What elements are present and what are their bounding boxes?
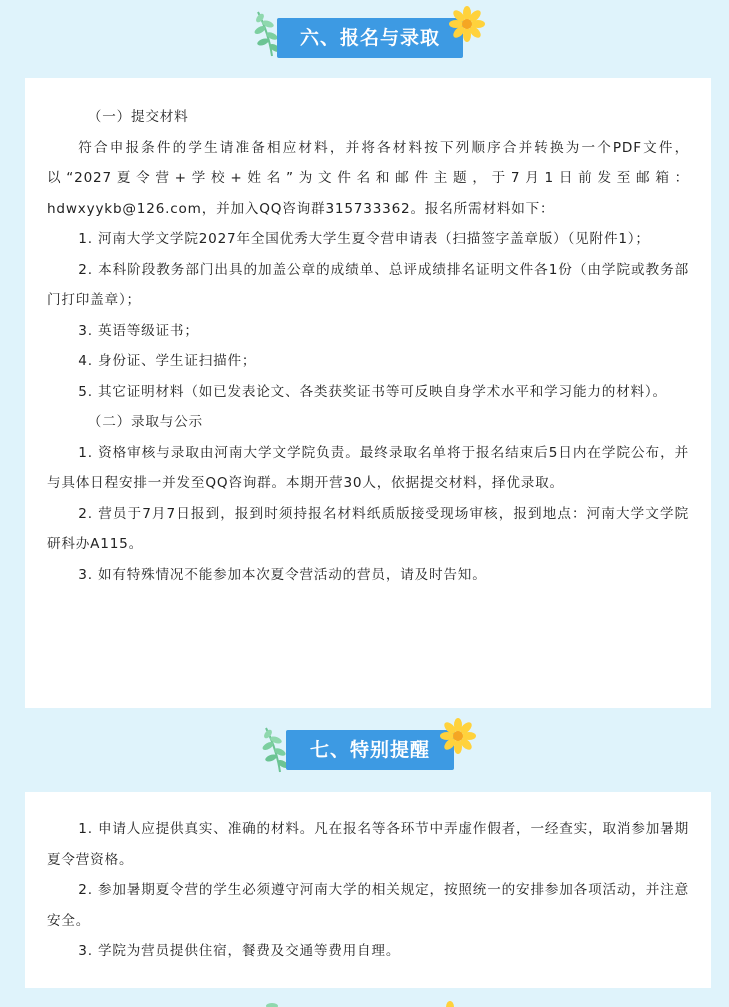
reminder-item-2: 2. 参加暑期夏令营的学生必须遵守河南大学的相关规定，按照统一的安排参加各项活动，并注意安全。 (47, 882, 689, 929)
materials-intro: 符合申报条件的学生请准备相应材料，并将各材料按下列顺序合并转换为一个PDF文件，以“2027夏令营+学校+姓名”为文件名和邮件主题，于7月1日前发至邮箱：hdwxyykb@126.com，并加入QQ咨询群315733362。报名所需材料如下： (47, 139, 689, 217)
sunflower-icon (449, 6, 485, 42)
leaf-sprig-icon (262, 998, 282, 1007)
reminder-item-3: 3. 学院为营员提供住宿，餐费及交通等费用自理。 (78, 943, 401, 959)
section-7-header (0, 718, 729, 778)
admission-item-1: 1. 资格审核与录取由河南大学文学院负责。最终录取名单将于报名结束后5日内在学院公布，并与具体日程安排一并发至QQ咨询群。本期开营30人，依据提交材料，择优录取。 (47, 444, 689, 491)
material-item-3: 3. 英语等级证书； (78, 322, 199, 339)
reminder-item-1: 1. 申请人应提供真实、准确的材料。凡在报名等各环节中弄虚作假者，一经查实，取消参加暑期夏令营资格。 (47, 821, 689, 868)
material-item-2: 2. 本科阶段教务部门出具的加盖公章的成绩单、总评成绩排名证明文件各1份（由学院或教务部门打印盖章）； (47, 261, 689, 308)
sunflower-icon (440, 999, 460, 1007)
admission-item-3: 3. 如有特殊情况不能参加本次夏令营活动的营员，请及时告知。 (78, 566, 487, 583)
material-item-5: 5. 其它证明材料（如已发表论文、各类获奖证书等可反映自身学术水平和学习能力的材料）。 (78, 383, 667, 400)
section-7-title: 七、特别提醒 (286, 730, 454, 770)
section-7-panel (25, 792, 711, 988)
sunflower-icon (440, 718, 476, 754)
sub-heading-admission: （二）录取与公示 (87, 414, 203, 430)
section-6-panel (25, 78, 711, 708)
section-6-title: 六、报名与录取 (277, 18, 463, 58)
material-item-1: 1. 河南大学文学院2027年全国优秀大学生夏令营申请表（扫描签字盖章版）（见附件1）； (78, 231, 650, 247)
admission-item-2: 2. 营员于7月7日报到，报到时须持报名材料纸质版接受现场审核，报到地点：河南大学文学院研科办A115。 (47, 505, 689, 552)
material-item-4: 4. 身份证、学生证扫描件； (78, 353, 257, 369)
section-6-header (0, 4, 729, 64)
sub-heading-materials: （一）提交材料 (87, 109, 189, 125)
